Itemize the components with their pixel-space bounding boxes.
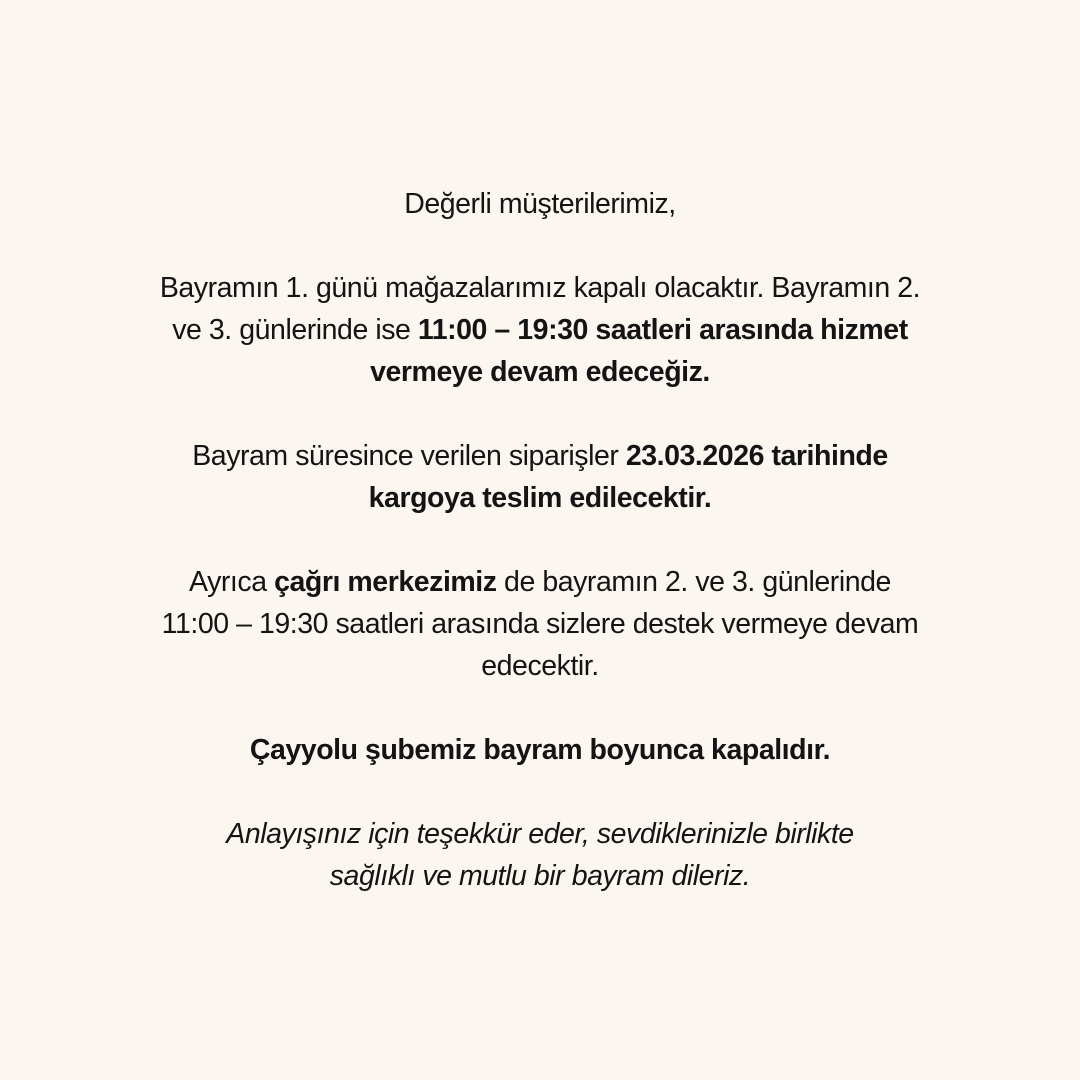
shipping-line-2: kargoya teslim edilecektir.: [368, 482, 712, 514]
shipping-date: 23.03.2026 tarihinde: [625, 440, 888, 472]
call-center-line-1-a: Ayrıca: [189, 566, 275, 598]
store-hours-line-2-regular: ve 3. günlerinde ise: [172, 314, 418, 346]
greeting: [90, 183, 990, 225]
store-hours-line-3: vermeye devam edeceğiz.: [370, 356, 710, 388]
call-center-line-1: [90, 561, 990, 603]
closing-line-2: sağlıklı ve mutlu bir bayram dileriz.: [329, 860, 751, 892]
call-center-line-3: edecektir.: [481, 650, 599, 682]
store-hours-paragraph: [90, 267, 990, 393]
call-center-line-1-b: de bayramın 2. ve 3. günlerinde: [496, 566, 891, 598]
shipping-paragraph: [90, 435, 990, 519]
shipping-line-1-regular: Bayram süresince verilen siparişler: [192, 440, 626, 472]
store-hours-line-2-bold: 11:00 – 19:30 saatleri arasında hizmet: [417, 314, 908, 346]
closing-line-1: Anlayışınız için teşekkür eder, sevdiklerinizle birlikte: [226, 818, 854, 850]
greeting-text: Değerli müşterilerimiz,: [404, 188, 676, 220]
branch-notice: [90, 729, 990, 771]
shipping-line-1: [90, 435, 990, 477]
call-center-line-2: 11:00 – 19:30 saatleri arasında sizlere destek vermeye devam: [161, 608, 919, 640]
closing-message: [90, 813, 990, 897]
store-hours-line-2: [90, 309, 990, 351]
store-hours-line-1: Bayramın 1. günü mağazalarımız kapalı olacaktır. Bayramın 2.: [159, 272, 921, 304]
call-center-paragraph: [90, 561, 990, 687]
call-center-name: çağrı merkezimiz: [274, 566, 497, 598]
branch-notice-text: Çayyolu şubemiz bayram boyunca kapalıdır.: [249, 734, 831, 766]
